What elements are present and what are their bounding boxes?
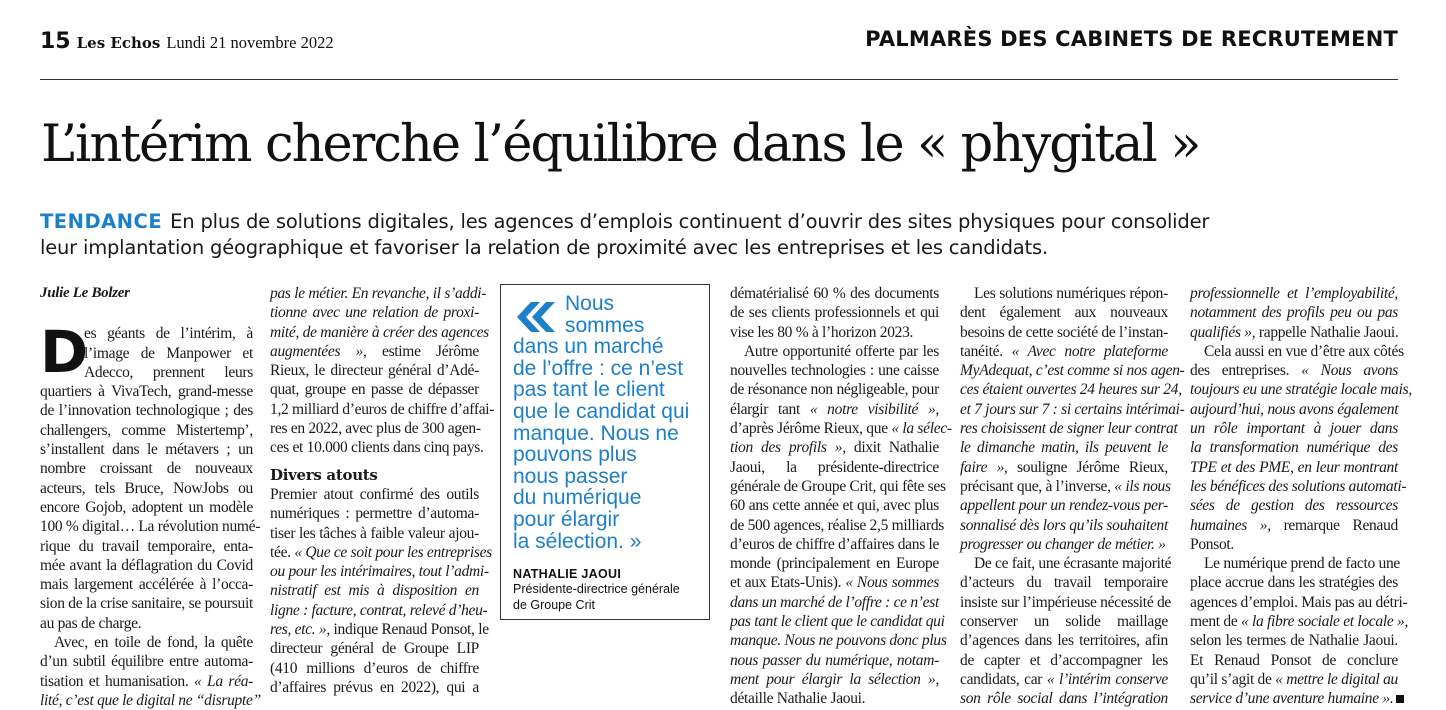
text-line: le dimanche matin, ils peuvent le [960,439,1168,457]
text-line: service d’une aventure humaine ». [1190,689,1398,708]
text-line: élargir tant « notre visibilité », [730,400,939,418]
article-standfirst [40,209,1290,261]
text-line: des entreprises. « Nous avons [1190,362,1398,380]
text-line: l’image de Manpower et [84,344,253,362]
text-line: insiste sur l’impérieuse nécessité de [960,593,1172,611]
paragraph [730,284,939,342]
article-headline: L’intérim cherche l’équilibre dans le « phygital » [41,115,1200,174]
text-line: qu’il s’agit de « mettre le digital au [1190,670,1399,688]
section-title: PALMARÈS DES CABINETS DE RECRUTEMENT [865,27,1398,51]
text-line: la transformation numérique des [1190,439,1398,457]
paragraph [40,633,261,710]
text-line: progresser ou changer de métier. » [960,535,1166,553]
text-line: d’acteurs du travail temporaire [960,574,1168,592]
text-line: sonnalisé dès lors qu’ils souhaitent [960,516,1168,534]
text-line: ligne : facture, contrat, relevé d’heu- [270,601,488,619]
text-line: 1,2 milliard d’euros de chiffre d’affai- [270,400,495,418]
text-line: Autre opportunité offerte par les [744,342,939,360]
text-line: Et Renaud Ponsot de conclure [1190,651,1398,669]
drop-cap: D [40,318,88,387]
quote-line: pour élargir [513,507,620,531]
text-line: de résonance non négligeable, pour [730,381,939,399]
text-line: Premier atout confirmé des outils [270,485,479,503]
paragraph [1190,284,1398,342]
text-line: De ce fait, une écrasante majorité [974,555,1172,573]
quote-line: pouvons plus [513,443,637,467]
quote-line: pas tant le client [513,378,665,402]
text-line: sion de la crise sanitaire, se poursuit [40,595,253,613]
text-line: tanéité. « Avec notre plateforme [960,342,1168,360]
issue-date: Lundi 21 novembre 2022 [166,33,334,52]
text-line: nous passer du numérique, notam- [730,651,939,669]
text-line: selon les termes de Nathalie Jaoui. [1190,632,1398,650]
text-line: (410 millions d’euros de chiffre [270,659,479,677]
kicker-label: TENDANCE [40,210,163,233]
text-line: pas le métier. En revanche, il s’addi- [270,285,487,302]
folio [40,29,334,54]
text-line: et aux Etats-Unis). « Nous sommes [730,574,940,592]
text-line: dématérialisé 60 % des documents [730,285,939,302]
text-line: Le numérique prend de facto une [1204,555,1400,573]
text-line: tionne avec une relation de proxi- [270,304,479,322]
quote-line: dans un marché [513,335,664,359]
pull-quote-text [513,293,705,552]
text-line: tion des profils », dixit Nathalie [730,439,939,457]
text-line: acteurs, tels Bruce, NowJobs ou [40,479,253,497]
quote-line: Nous [565,292,615,315]
page-number: 15 [40,29,71,54]
end-of-article-mark [1396,695,1404,703]
text-line: sées de gestion des ressources [1190,497,1398,515]
text-line: pas tant le client que le candidat qui [730,613,945,631]
text-line: numériques : permettre d’automa- [270,505,479,523]
article-column-5 [960,284,1185,709]
text-line: res en 2022, avec plus de 300 agen- [270,420,481,438]
text-line: Adecco, prennent leurs [84,363,253,381]
quote-author: NATHALIE JAOUI [513,567,622,581]
quote-line: du numérique [513,486,642,510]
text-line: de capter et d’accompagner les [960,651,1168,669]
quote-line: sommes [565,313,645,337]
text-line: TPE et des PME, en leur montrant [1190,458,1398,476]
quote-line: de l’offre : ce n’est [513,356,684,380]
article-column-4 [730,284,952,709]
paragraph [960,284,1185,554]
text-line: Ponsot. [1190,535,1234,553]
text-line: Rieux, le directeur général d’Adé- [270,362,479,380]
text-line: appellent pour un rendez-vous per- [960,497,1168,515]
text-line: Avec, en toile de fond, la quête [54,634,253,652]
text-line: les bénéfices des solutions automati- [1190,477,1407,495]
standfirst-line: leur implantation géographique et favoriser la relation de proximité avec les entreprises et les candidats. [40,236,1048,259]
text-line: candidats, car « l’intérim conserve [960,670,1169,688]
text-line: d’euros de chiffre d’affaires dans le [730,535,940,553]
text-line: au pas de charge. [40,614,142,632]
text-line: faire », souligne Jérôme Rieux, [960,458,1168,476]
text-line: et 7 jours sur 7 : si certains intérimai- [960,400,1185,418]
text-line: s’installent dans le métavers ; un [40,441,253,459]
paragraph [730,342,952,709]
text-line: res choisissent de signer leur contrat [960,420,1178,438]
text-line: son rôle social dans l’intégration [960,690,1168,708]
text-line: nombre croissant de nouveaux [40,460,253,478]
text-line: quat, groupe en passe de dépasser [270,381,479,399]
text-line: directeur général de Groupe LIP [270,640,479,658]
text-line: vise les 80 % à l’horizon 2023. [730,323,914,341]
header-divider [40,79,1398,80]
text-line: professionnelle et l’employabilité, [1190,285,1398,302]
text-line: challengers, comme Mistertemp’, [40,421,253,439]
text-line: notamment des profils peu ou pas [1190,304,1398,322]
text-line: mée avant la déflagration du Covid [40,556,253,574]
text-line: d’après Jérôme Rieux, que « la sélec- [730,420,952,438]
text-line: Cela aussi en vue d’être aux côtés [1204,342,1404,360]
standfirst-line: En plus de solutions digitales, les agences d’emplois continuent d’ouvrir des sites physiques pour consolider [170,210,1210,233]
article-column-2 [270,284,495,697]
text-line: ces et 10.000 clients dans cinq pays. [270,439,484,457]
text-line: mité, de manière à créer des agences [270,323,489,341]
quote-line: nous passer [513,464,628,488]
quote-line: la sélection. » [513,529,642,553]
text-line: précisant que, à l’inverse, « ils nous [960,477,1171,495]
quote-line: manque. Nous ne [513,421,679,445]
publication-name: Les Echos [76,34,161,52]
paragraph [960,554,1172,708]
text-line: manque. Nous ne pouvons donc plus [730,632,947,650]
text-line: d’agences dans les territoires, afin [960,632,1168,650]
article-column-6 [1190,284,1412,709]
text-line: place accrue dans les stratégies des [1190,574,1398,592]
text-line: quartiers à VivaTech, grand-messe [40,383,253,401]
text-line: d’un subtil équilibre entre automa- [40,653,253,671]
text-line: besoins de cette société de l’instan- [960,323,1168,341]
text-line: de l’innovation technologique ; des [40,402,253,420]
text-line: Les solutions numériques répon- [974,285,1168,302]
quote-line: que le candidat qui [513,399,690,423]
text-line: rique du travail temporaire, enta- [40,537,253,555]
text-line: humaines », remarque Renaud [1190,516,1398,534]
paragraph [270,284,495,458]
text-line: augmentées », estime Jérôme [270,342,479,360]
lead-paragraph [40,318,261,633]
text-line: toujours eu une stratégie locale mais, [1190,381,1412,399]
quote-author-role: Présidente-directrice générale de Groupe Crit [513,582,680,612]
text-line: encore Gojob, adoptent un modèle [40,498,253,516]
text-line: Jaoui, la présidente-directrice [730,458,939,476]
text-line: qualifiés », rappelle Nathalie Jaoui. [1190,323,1399,341]
text-line: un rôle important à jouer dans [1190,420,1398,438]
text-line: générale de Groupe Crit, qui fête ses [730,477,946,495]
text-line: ment pour élargir la sélection », [730,670,939,688]
text-line: conserver un solide maillage [960,613,1168,631]
text-line: tisation et humanisation. « La réa- [40,672,254,690]
text-line: ou pour les intérimaires, tout l’admi- [270,563,489,581]
text-line: agences d’emploi. Mais pas au détri- [1190,593,1408,611]
text-line: aujourd’hui, nous avons également [1190,400,1399,418]
text-line: es géants de l’intérim, à [84,325,253,343]
text-line: ces étaient ouvertes 24 heures sur 24, [960,381,1182,399]
page-header [40,27,1398,59]
text-line: nistratif est mis à disposition en [270,582,479,600]
article-column-1 [40,284,261,710]
text-line: monde (principalement en Europe [730,555,939,573]
paragraph [1190,342,1412,554]
text-line: mais largement accélérée à l’occa- [40,576,253,594]
text-line: lité, c’est que le digital ne “disrupte” [40,691,261,709]
text-line: de 500 agences, réalise 2,5 milliards [730,516,945,534]
text-line: 100 % digital… La révolution numé- [40,518,261,536]
text-line: dans un marché de l’offre : ce n’est [730,593,939,611]
text-line: détaille Nathalie Jaoui. [730,690,866,708]
text-line: dent également aux nouveaux [960,304,1168,322]
pull-quote-box [500,284,710,620]
author-byline: Julie Le Bolzer [40,285,130,301]
text-line: res, etc. », indique Renaud Ponsot, le [270,621,489,639]
text-line: tiser les tâches à faible valeur ajou- [270,524,479,542]
text-line: tée. « Que ce soit pour les entreprises [270,543,492,561]
text-line: nouvelles technologies : une caisse [730,362,939,380]
text-line: MyAdequat, c’est comme si nos agen- [960,362,1185,380]
paragraph [1190,554,1409,708]
text-line: ment de « la fibre sociale et locale », [1190,613,1409,631]
text-line: d’affaires prévus en 2022), qui a [270,678,479,696]
text-line: 60 ans cette année et qui, avec plus [730,497,939,515]
paragraph [270,485,492,697]
subheading: Divers atouts [270,465,378,484]
text-line: de ses clients professionnels et qui [730,304,939,322]
